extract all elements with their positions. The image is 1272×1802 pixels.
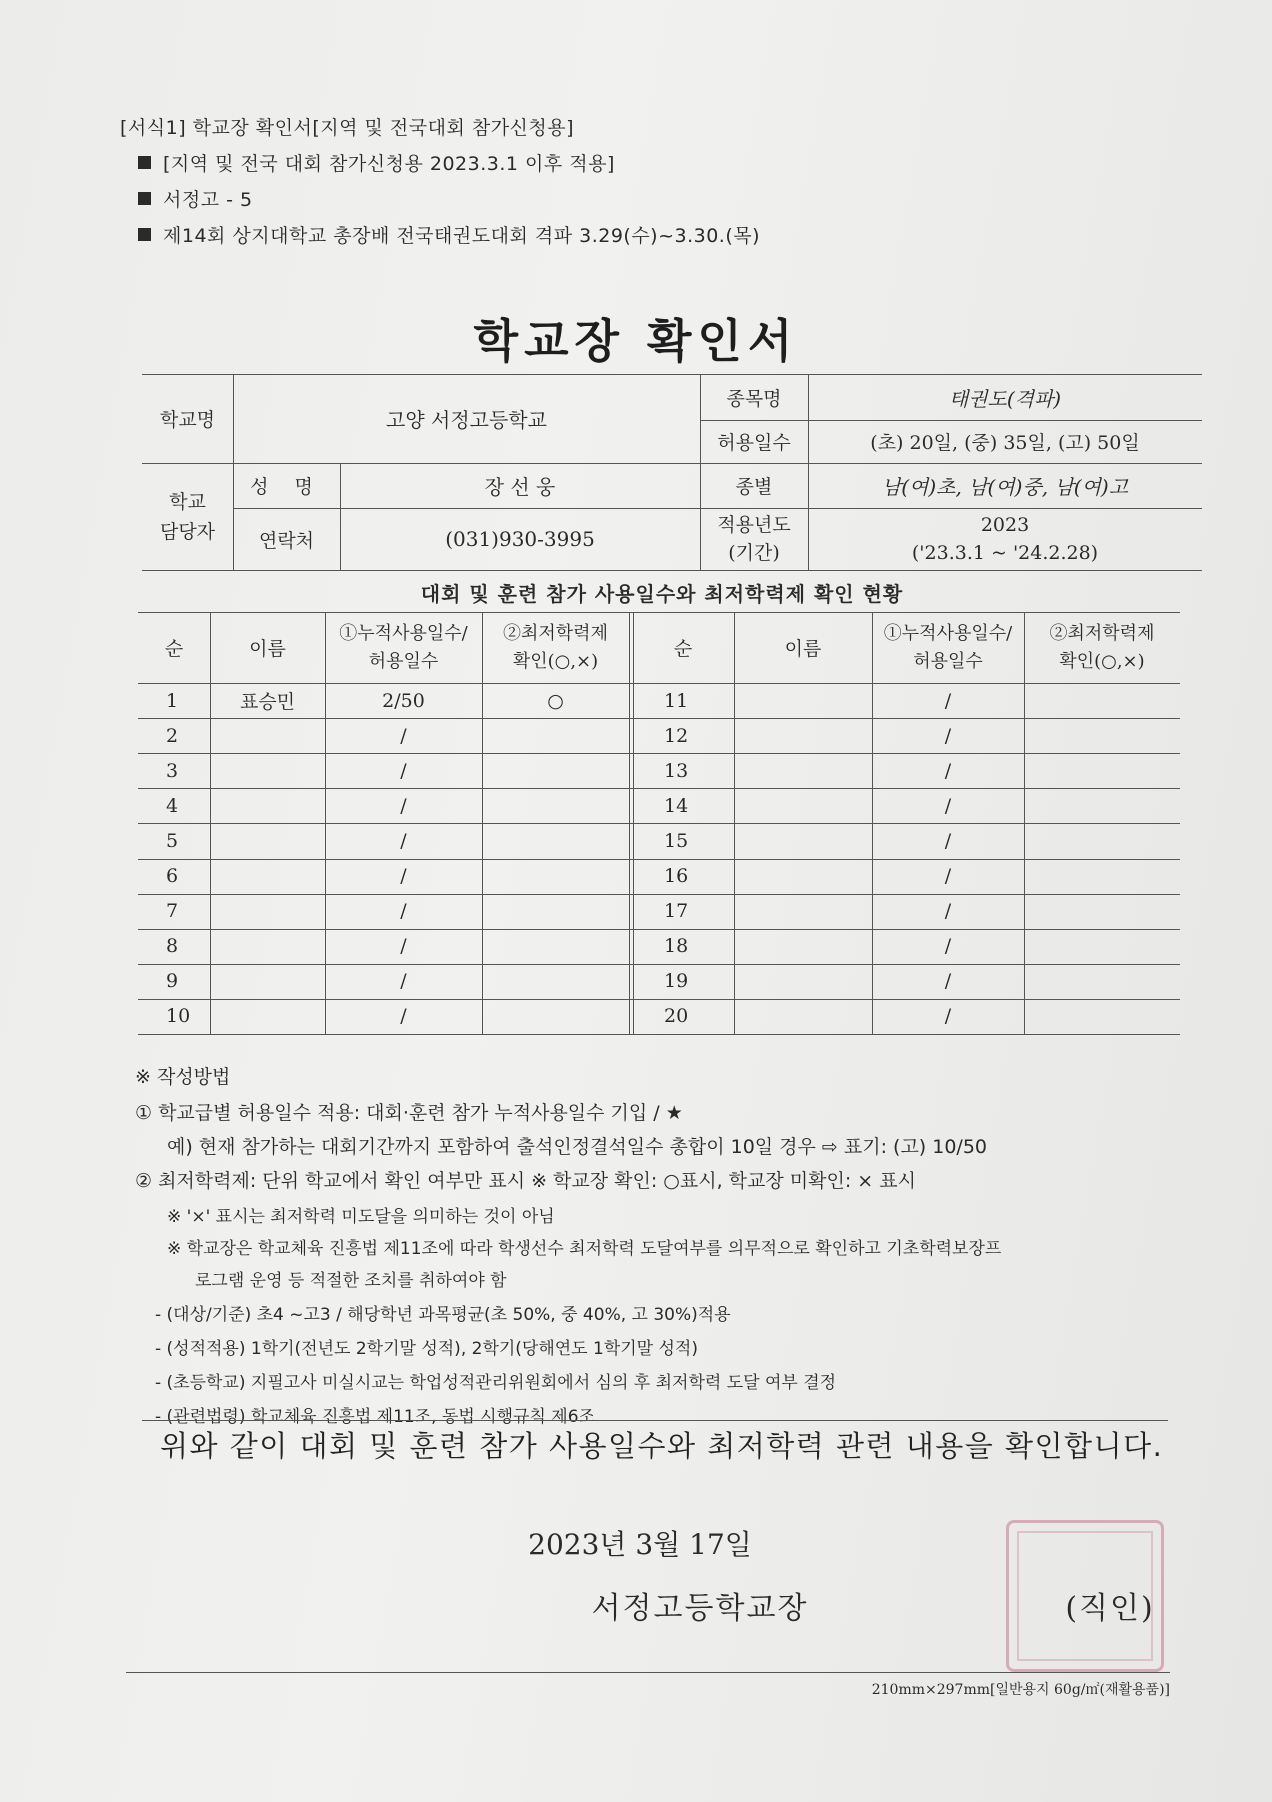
min-grade-check <box>1024 999 1180 1034</box>
row-number: 17 <box>664 900 689 923</box>
min-grade-check <box>1024 718 1180 753</box>
days-used: / <box>944 724 952 747</box>
days-used: / <box>400 829 407 852</box>
student-name <box>734 999 872 1034</box>
student-name: 표승민 <box>239 691 296 714</box>
seal-label: (직인) <box>1065 1591 1155 1626</box>
min-grade-check <box>482 929 629 964</box>
student-name <box>210 788 325 823</box>
contact-label: 연락처 <box>258 529 315 552</box>
note-line: 로그램 운영 등 적절한 조치를 취하여야 함 <box>195 1271 507 1291</box>
min-grade-check <box>482 964 629 999</box>
col-header-days: ①누적사용일수/ 허용일수 <box>883 622 1013 672</box>
student-name <box>210 859 325 894</box>
student-name <box>210 753 325 788</box>
min-grade-check <box>1024 683 1180 718</box>
page-title: 학교장 확인서 <box>473 314 799 368</box>
student-name <box>734 718 872 753</box>
days-used: / <box>944 900 952 923</box>
row-number: 4 <box>166 794 179 817</box>
principal-name: 서정고등학교장 <box>591 1591 809 1626</box>
note-line: ① 학교급별 허용일수 적용: 대회·훈련 참가 누적사용일수 기입 / ★ <box>135 1102 683 1124</box>
min-grade-check: ○ <box>547 689 564 712</box>
min-grade-check <box>1024 788 1180 823</box>
student-name <box>210 964 325 999</box>
row-number: 18 <box>664 935 689 958</box>
note-line: ② 최저학력제: 단위 학교에서 확인 여부만 표시 ※ 학교장 확인: ○표시, 학교장 미확인: × 표시 <box>135 1170 916 1192</box>
confirmation-statement: 위와 같이 대회 및 훈련 참가 사용일수와 최저학력 관련 내용을 확인합니다. <box>160 1429 1164 1463</box>
row-number: 12 <box>664 724 689 747</box>
student-name <box>734 683 872 718</box>
min-grade-check <box>482 718 629 753</box>
gender-label: 종별 <box>735 476 773 498</box>
min-grade-check <box>1024 823 1180 858</box>
gender-value: 남(여)초, 남(여)중, 남(여)고 <box>881 475 1129 499</box>
issue-date: 2023년 3월 17일 <box>528 1528 752 1561</box>
row-number: 13 <box>664 759 689 782</box>
row-number: 5 <box>166 829 179 852</box>
name-label: 성 명 <box>250 476 323 498</box>
student-name <box>210 999 325 1034</box>
note-line: - (대상/기준) 초4 ~고3 / 해당학년 과목평균(초 50%, 중 40%, 고 30%)적용 <box>155 1305 731 1325</box>
row-number: 10 <box>166 1005 191 1028</box>
usage-table-title: 대회 및 훈련 참가 사용일수와 최저학력제 확인 현황 <box>420 581 904 606</box>
min-grade-check <box>1024 964 1180 999</box>
student-name <box>734 929 872 964</box>
student-name <box>210 894 325 929</box>
row-number: 11 <box>664 689 689 712</box>
days-used: / <box>944 970 952 993</box>
form-label: [서식1] 학교장 확인서[지역 및 전국대회 참가신청용] <box>120 117 575 139</box>
row-number: 14 <box>664 794 689 817</box>
min-grade-check <box>1024 753 1180 788</box>
student-name <box>734 964 872 999</box>
min-grade-check <box>1024 894 1180 929</box>
min-grade-check <box>482 753 629 788</box>
min-grade-check <box>1024 859 1180 894</box>
allowed-days-value: (초) 20일, (중) 35일, (고) 50일 <box>870 432 1140 454</box>
student-name <box>734 859 872 894</box>
student-name <box>210 718 325 753</box>
note-line: - (초등학교) 지필고사 미실시교는 학업성적관리위원회에서 심의 후 최저학력 도달 여부 결정 <box>155 1373 837 1393</box>
student-name <box>734 788 872 823</box>
note-line: - (성적적용) 1학기(전년도 2학기말 성적), 2학기(당해연도 1학기말 성적) <box>155 1339 698 1359</box>
days-used: / <box>400 759 407 782</box>
header-line: [지역 및 전국 대회 참가신청용 2023.3.1 이후 적용] <box>120 146 760 182</box>
note-line: ※ 학교장은 학교체육 진흥법 제11조에 따라 학생선수 최저학력 도달여부를 의무적으로 확인하고 기초학력보장프 <box>167 1239 1002 1259</box>
student-name <box>734 823 872 858</box>
row-number: 15 <box>664 829 689 852</box>
days-used: 2/50 <box>382 689 425 712</box>
row-number: 7 <box>166 900 179 923</box>
allowed-days-label: 허용일수 <box>717 432 791 454</box>
document-header <box>120 110 760 254</box>
days-used: / <box>400 935 407 958</box>
bullet-square-icon <box>138 156 151 169</box>
contact-value: (031)930-3995 <box>445 527 595 551</box>
row-number: 8 <box>166 935 179 958</box>
manager-label: 학교 담당자 <box>159 490 216 543</box>
header-line: 서정고 - 5 <box>120 182 760 218</box>
event-label: 종목명 <box>726 387 782 410</box>
row-number: 16 <box>664 865 689 888</box>
col-header-check: ②최저학력제 확인(○,×) <box>503 622 608 672</box>
col-header-no: 순 <box>673 638 693 660</box>
col-header-days: ①누적사용일수/ 허용일수 <box>339 622 468 672</box>
note-line: 예) 현재 참가하는 대회기간까지 포함하여 출석인정결석일수 총합이 10일 경우 ⇨ 표기: (고) 10/50 <box>167 1136 988 1158</box>
days-used: / <box>400 794 407 817</box>
bullet-square-icon <box>138 228 151 241</box>
days-used: / <box>400 724 407 747</box>
row-number: 9 <box>166 970 179 993</box>
student-name <box>210 929 325 964</box>
min-grade-check <box>482 999 629 1034</box>
school-value: 고양 서정고등학교 <box>386 408 547 432</box>
min-grade-check <box>482 823 629 858</box>
row-number: 3 <box>166 759 179 782</box>
min-grade-check <box>1024 929 1180 964</box>
student-name <box>210 823 325 858</box>
row-number: 20 <box>664 1005 689 1028</box>
event-value: 태권도(격파) <box>948 386 1062 411</box>
note-line: ※ '×' 표시는 최저학력 미도달을 의미하는 것이 아님 <box>167 1207 555 1227</box>
header-line: 제14회 상지대학교 총장배 전국태권도대회 격파 3.29(수)~3.30.(목) <box>120 218 760 254</box>
days-used: / <box>944 1005 952 1028</box>
col-header-no: 순 <box>164 638 184 660</box>
year-label: 적용년도 (기간) <box>717 514 791 564</box>
note-line: ※ 작성방법 <box>135 1066 231 1088</box>
school-label: 학교명 <box>159 409 216 431</box>
days-used: / <box>400 1005 407 1028</box>
row-number: 1 <box>166 689 179 712</box>
paper-spec-footer: 210mm×297mm[일반용지 60g/㎡(재활용품)] <box>871 1682 1170 1698</box>
min-grade-check <box>482 788 629 823</box>
days-used: / <box>944 689 952 712</box>
row-number: 19 <box>664 970 689 993</box>
min-grade-check <box>482 859 629 894</box>
days-used: / <box>400 970 407 993</box>
student-name <box>734 753 872 788</box>
col-header-name: 이름 <box>249 638 286 660</box>
days-used: / <box>944 829 952 852</box>
note-line: - (관련법령) 학교체육 진흥법 제11조, 동법 시행규칙 제6조 <box>155 1407 595 1427</box>
bullet-square-icon <box>138 192 151 205</box>
student-name <box>734 894 872 929</box>
days-used: / <box>400 900 407 923</box>
row-number: 6 <box>166 865 179 888</box>
days-used: / <box>944 935 952 958</box>
year-value: 2023 ('23.3.1 ~ '24.2.28) <box>911 514 1099 564</box>
min-grade-check <box>482 894 629 929</box>
row-number: 2 <box>166 724 179 747</box>
col-header-check: ②최저학력제 확인(○,×) <box>1049 622 1155 672</box>
days-used: / <box>944 865 952 888</box>
days-used: / <box>400 865 407 888</box>
days-used: / <box>944 794 952 817</box>
days-used: / <box>944 759 952 782</box>
col-header-name: 이름 <box>784 638 822 660</box>
manager-name: 장 선 웅 <box>484 475 556 499</box>
